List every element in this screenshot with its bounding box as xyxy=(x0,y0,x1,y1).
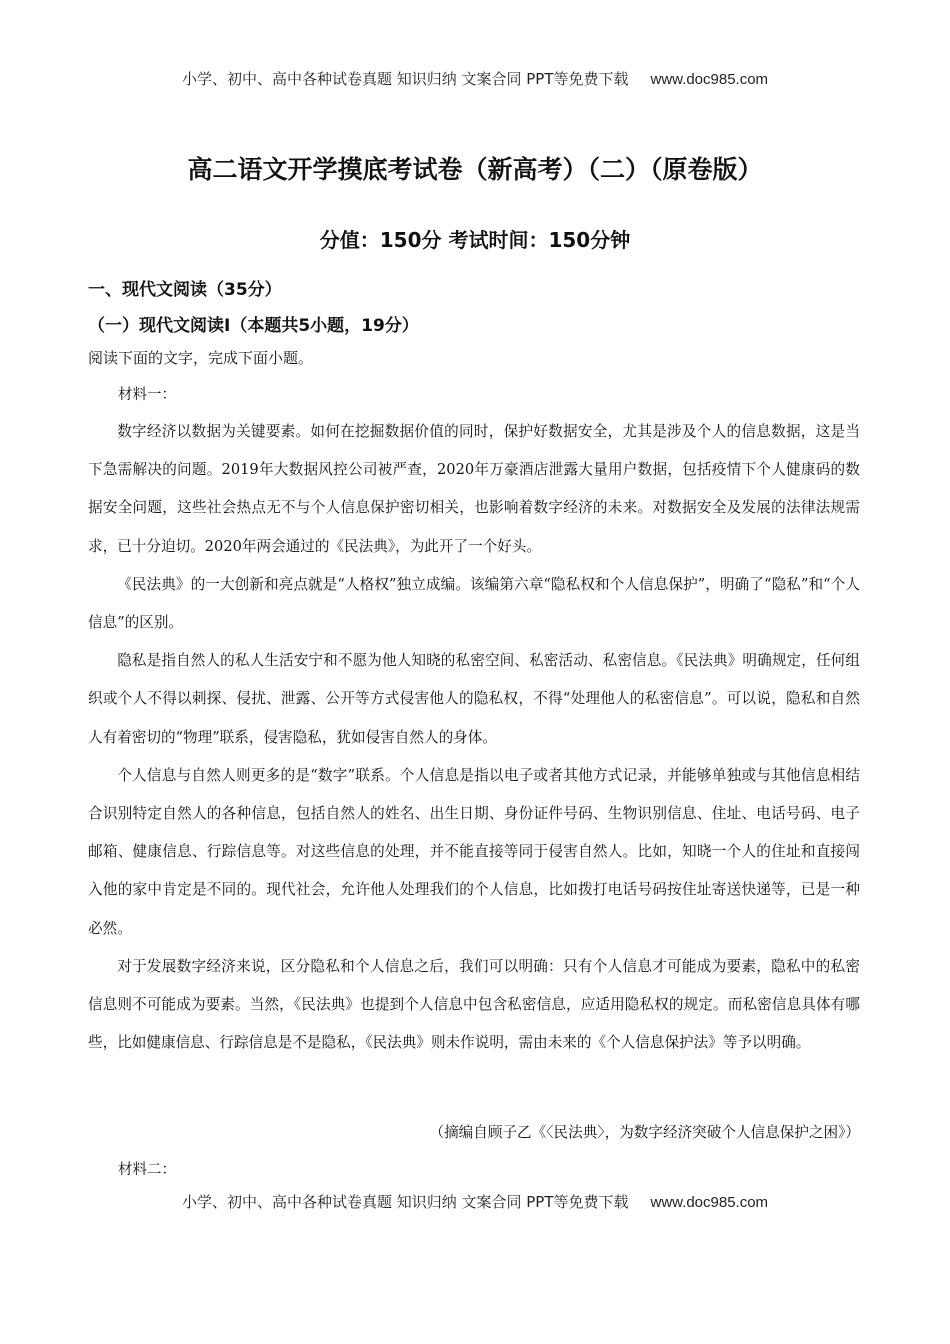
source-citation: （摘编自顾子乙《〈民法典〉，为数字经济突破个人信息保护之困》） xyxy=(429,1124,860,1141)
footer-site-link[interactable]: www.doc985.com xyxy=(650,1194,769,1211)
material-one-body xyxy=(88,413,860,1062)
paragraph: 《民法典》的一大创新和亮点就是“人格权”独立成编。该编第六章“隐私权和个人信息保护”，明确了“隐私”和“个人信息”的区别。 xyxy=(88,575,860,632)
paragraph: 数字经济以数据为关键要素。如何在挖掘数据价值的同时，保护好数据安全，尤其是涉及个人的信息数据，这是当下急需解决的问题。2019年大数据风控公司被严查，2020年万豪酒店泄露大量用户数据，包括疫情下个人健康码的数据安全问题，这些社会热点无不与个人信息保护密切相关，也影响着数字经济的未来。对数据安全及发展的法律法规需求，已十分迫切。2020年两会通过的《民法典》，为此开了一个好头。 xyxy=(88,423,860,555)
subsection-heading-reading-1: （一）现代文阅读Ⅰ（本题共5小题，19分） xyxy=(88,316,419,336)
material-two-label: 材料二： xyxy=(118,1162,176,1178)
header-text: 小学、初中、高中各种试卷真题 知识归纳 文案合同 PPT等免费下载 xyxy=(181,70,629,88)
reading-instruction: 阅读下面的文字，完成下面小题。 xyxy=(88,349,314,367)
score-time-info: 分值：150分 考试时间：150分钟 xyxy=(319,228,631,252)
header-site-link[interactable]: www.doc985.com xyxy=(650,71,769,88)
page-header xyxy=(0,68,950,89)
footer-text: 小学、初中、高中各种试卷真题 知识归纳 文案合同 PPT等免费下载 xyxy=(181,1193,629,1211)
section-heading-modern-reading: 一、现代文阅读（35分） xyxy=(88,280,282,300)
page-footer xyxy=(0,1191,950,1212)
paragraph: 个人信息与自然人则更多的是“数字”联系。个人信息是指以电子或者其他方式记录，并能够单独或与其他信息相结合识别特定自然人的各种信息，包括自然人的姓名、出生日期、身份证件号码、生物识别信息、住址、电话号码、电子邮箱、健康信息、行踪信息等。对这些信息的处理，并不能直接等同于侵害自然人。比如，知晓一个人的住址和直接闯入他的家中肯定是不同的。现代社会，允许他人处理我们的个人信息，比如拨打电话号码按住址寄送快递等，已是一种必然。 xyxy=(88,766,860,937)
document-title: 高二语文开学摸底考试卷（新高考）（二）（原卷版） xyxy=(187,155,763,184)
material-one-label: 材料一： xyxy=(118,387,176,403)
paragraph: 对于发展数字经济来说，区分隐私和个人信息之后，我们可以明确：只有个人信息才可能成为要素，隐私中的私密信息则不可能成为要素。当然，《民法典》也提到个人信息中包含私密信息，应适用隐私权的规定。而私密信息具体有哪些，比如健康信息、行踪信息是不是隐私，《民法典》则未作说明，需由未来的《个人信息保护法》等予以明确。 xyxy=(88,957,860,1052)
paragraph: 隐私是指自然人的私人生活安宁和不愿为他人知晓的私密空间、私密活动、私密信息。《民法典》明确规定，任何组织或个人不得以刺探、侵扰、泄露、公开等方式侵害他人的隐私权，不得“处理他人的私密信息”。可以说，隐私和自然人有着密切的“物理”联系，侵害隐私，犹如侵害自然人的身体。 xyxy=(88,652,860,746)
